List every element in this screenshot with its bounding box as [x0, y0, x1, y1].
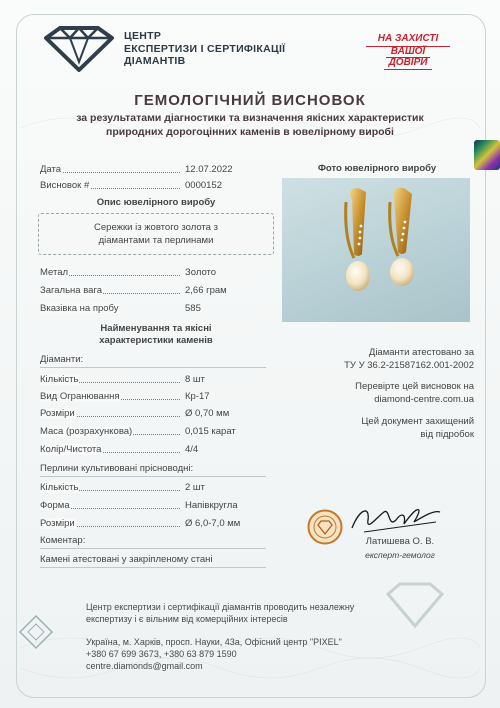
slogan-stamp — [366, 34, 450, 68]
diamond-cut-value: Кр-17 — [185, 391, 210, 402]
pearl-qty-row — [40, 481, 272, 494]
signature-image — [344, 498, 444, 540]
pearl-size-row — [40, 517, 272, 530]
photo-title: Фото ювелірного виробу — [317, 163, 437, 174]
diamond-mass-value: 0,015 карат — [185, 426, 236, 437]
slogan-line2: ВАШОЇ — [386, 47, 430, 59]
protection-note — [290, 416, 474, 441]
diamond-cut-label: Вид Огранювання — [40, 391, 120, 402]
stones-heading — [40, 323, 272, 347]
protect-line1: Цей документ захищений — [361, 416, 474, 427]
comment-text: Камені атестовані у закріпленому стані — [40, 554, 213, 565]
date-label: Дата — [40, 164, 62, 175]
description-line1: Сережки із жовтого золота з — [94, 222, 218, 233]
number-value: 0000152 — [185, 180, 222, 191]
diamond-size-value: Ø 0,70 мм — [185, 408, 230, 419]
slogan-line1: НА ЗАХИСТІ — [366, 34, 450, 47]
date-row — [40, 163, 272, 176]
stones-heading-line2: характеристики каменів — [99, 335, 213, 346]
description-heading: Опис ювелірного виробу — [96, 197, 216, 208]
metal-value: Золото — [185, 267, 217, 278]
cert-line1: Діаманти атестовано за — [368, 347, 474, 358]
footer-line2: експертизу і є вільним від комерційних інтересів — [86, 614, 288, 624]
stones-heading-line1: Найменування та якісні — [100, 323, 212, 334]
earrings-image — [282, 178, 470, 322]
diamonds-heading: Діаманти: — [40, 354, 84, 365]
diamond-mass-label: Маса (розрахункова) — [40, 426, 133, 437]
footer-contacts — [86, 636, 416, 672]
org-name-line1: ЦЕНТР — [124, 30, 162, 42]
assay-label: Вказівка на пробу — [40, 303, 119, 314]
weight-value: 2,66 грам — [185, 285, 227, 296]
pearl-qty-value: 2 шт — [185, 482, 205, 493]
metal-label: Метал — [40, 267, 69, 278]
certification-note — [290, 347, 474, 372]
diamond-size-row — [40, 407, 272, 420]
number-row — [40, 179, 272, 192]
pearl-shape-label: Форма — [40, 500, 70, 511]
hologram-sticker-icon — [474, 140, 500, 170]
footer-line1: Центр експертизи і сертифікації діамантів проводить незалежну — [86, 602, 355, 612]
slogan-line3: ДОВІРИ — [384, 58, 432, 70]
protect-line2: від підробок — [420, 428, 474, 440]
pearl-size-value: Ø 6,0-7,0 мм — [185, 518, 241, 529]
pearl-size-label: Розміри — [40, 518, 75, 529]
date-value: 12.07.2022 — [185, 164, 233, 175]
assay-row — [40, 302, 272, 315]
verify-line1: Перевірте цей висновок на — [355, 381, 474, 392]
metal-row — [40, 266, 272, 279]
pearl-shape-value: Напівкругла — [185, 500, 238, 511]
footer-statement — [86, 601, 416, 625]
jewelry-photo — [282, 178, 470, 322]
footer-address: Україна, м. Харків, просп. Науки, 43а, Офісний центр "PIXEL" — [86, 637, 342, 647]
ornament-icon — [16, 612, 56, 652]
diamond-mass-row — [40, 425, 272, 438]
description-line2: діамантами та перлинами — [98, 234, 214, 246]
description-box — [38, 213, 274, 255]
diamond-qty-label: Кількість — [40, 374, 79, 385]
diamond-size-label: Розміри — [40, 408, 75, 419]
divider — [40, 567, 266, 568]
diamond-color-value: 4/4 — [185, 444, 199, 455]
verify-link[interactable]: diamond-centre.com.ua — [374, 393, 474, 405]
diamond-qty-value: 8 шт — [185, 374, 205, 385]
weight-label: Загальна вага — [40, 285, 102, 296]
number-label: Висновок # — [40, 180, 90, 191]
official-seal-icon — [307, 509, 343, 545]
verify-note — [290, 381, 474, 406]
footer-email[interactable]: centre.diamonds@gmail.com — [86, 661, 203, 671]
diamond-color-row — [40, 443, 272, 456]
document-subtitle — [30, 112, 470, 139]
signer-role: експерт-гемолог — [365, 550, 435, 560]
organization-name — [124, 30, 285, 68]
comment-label: Коментар: — [40, 535, 86, 546]
document-title: ГЕМОЛОГІЧНИЙ ВИСНОВОК — [134, 92, 366, 109]
org-name-line2: ЕКСПЕРТИЗИ І СЕРТИФІКАЦІЇ — [124, 42, 286, 55]
divider — [40, 367, 266, 368]
subtitle-line2: природних дорогоцінних каменів в ювелірному виробі — [106, 125, 394, 138]
footer-phones: +380 67 699 3673, +380 63 879 1590 — [86, 649, 237, 659]
diamond-logo-icon — [40, 24, 116, 74]
org-name-line3: ДІАМАНТІВ — [124, 55, 186, 67]
pearls-heading: Перлини культивовані прісноводні: — [40, 463, 194, 474]
diamond-cut-row — [40, 390, 272, 403]
diamond-qty-row — [40, 373, 272, 386]
signer-name: Латишева О. В. — [365, 536, 435, 547]
pearl-shape-row — [40, 499, 272, 512]
divider — [40, 476, 266, 477]
assay-value: 585 — [185, 303, 201, 314]
pearl-qty-label: Кількість — [40, 482, 79, 493]
weight-row — [40, 284, 272, 297]
cert-line2: ТУ У 36.2-21587162.001-2002 — [344, 359, 474, 371]
diamond-color-label: Колір/Чистота — [40, 444, 102, 455]
divider — [40, 548, 266, 549]
subtitle-line1: за результатами діагностики та визначення якісних характеристик — [76, 112, 424, 124]
